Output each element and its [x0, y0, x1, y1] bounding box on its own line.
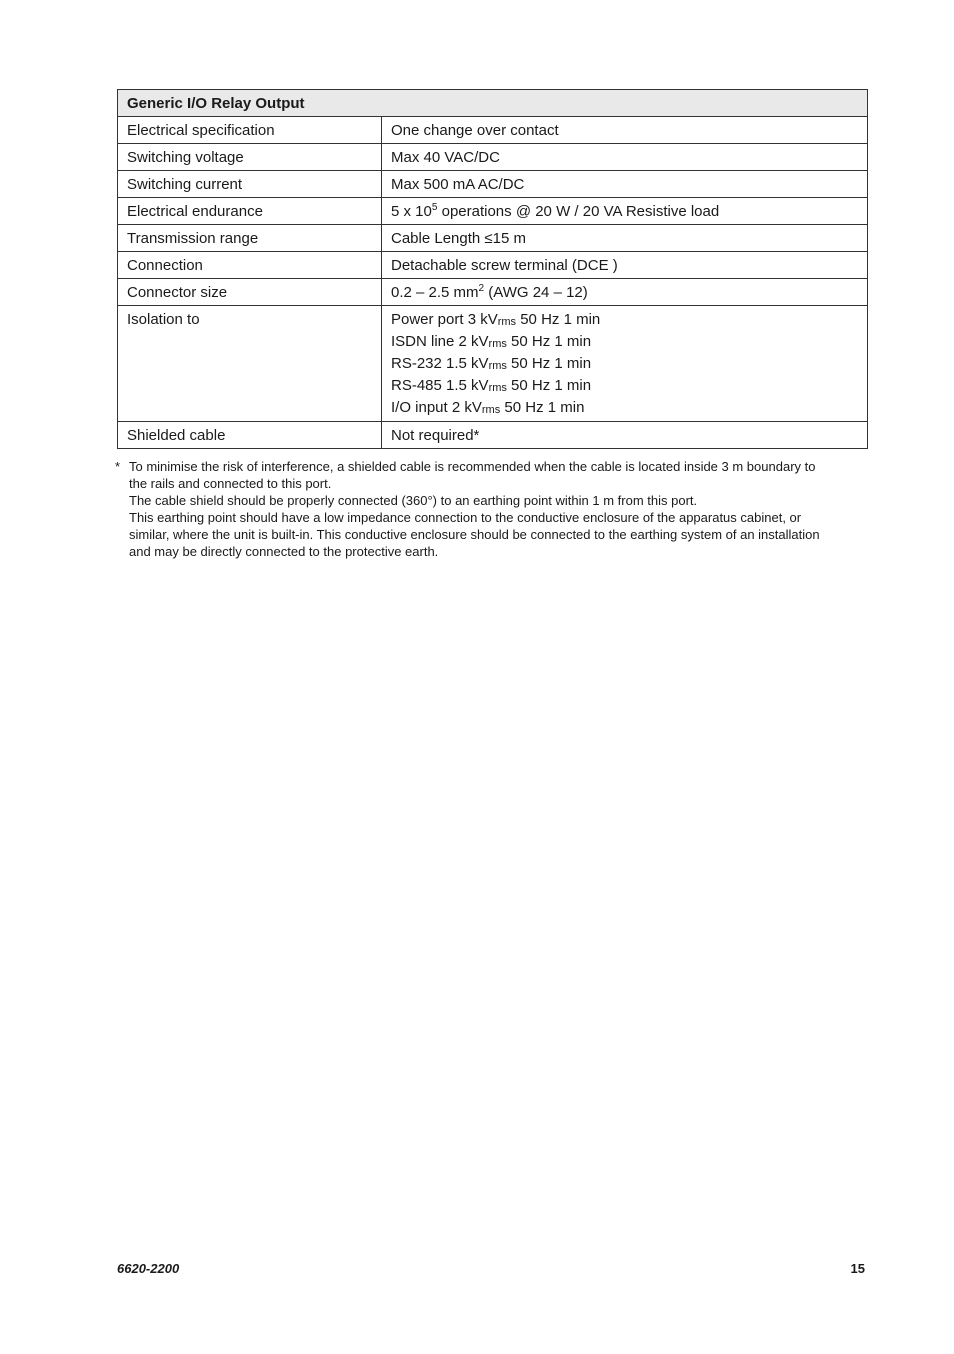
value-subscript: rms — [488, 382, 507, 394]
row-value: Not required* — [382, 422, 868, 449]
table-row — [118, 171, 868, 198]
value-subscript: rms — [488, 338, 507, 350]
value-text: 50 Hz 1 min — [506, 355, 592, 372]
value-text: 5 x 10 — [391, 202, 432, 220]
spec-table — [117, 89, 868, 449]
table-row — [118, 422, 868, 449]
value-text: RS-485 1.5 kV — [391, 377, 489, 394]
isolation-line — [391, 353, 858, 375]
table-header-row — [118, 90, 868, 117]
row-label: Connection — [118, 252, 382, 279]
row-value: Detachable screw terminal (DCE ) — [382, 252, 868, 279]
row-label: Switching current — [118, 171, 382, 198]
table-row — [118, 144, 868, 171]
footnote-marker: * — [115, 459, 121, 474]
table-row — [118, 198, 868, 225]
row-value: Max 500 mA AC/DC — [382, 171, 868, 198]
table-row — [118, 117, 868, 144]
value-superscript: 5 — [431, 201, 438, 213]
value-text: 50 Hz 1 min — [506, 333, 592, 350]
value-text: operations @ 20 W / 20 VA Resistive load — [437, 202, 720, 220]
value-text: I/O input 2 kV — [391, 399, 482, 416]
row-label: Transmission range — [118, 225, 382, 252]
row-value — [382, 306, 868, 422]
row-label: Isolation to — [118, 306, 382, 422]
value-subscript: rms — [497, 316, 517, 328]
table-row — [118, 279, 868, 306]
page-number: 15 — [850, 1261, 865, 1276]
row-value — [382, 198, 868, 225]
value-subscript: rms — [481, 404, 501, 416]
value-superscript: 2 — [478, 282, 485, 294]
footnote-paragraph: The cable shield should be properly connected (360°) to an earthing point within 1 m from this port. — [129, 493, 698, 508]
value-subscript: rms — [488, 360, 507, 372]
value-text: 50 Hz 1 min — [500, 399, 585, 416]
value-text: 50 Hz 1 min — [506, 377, 592, 394]
value-text: Power port 3 kV — [391, 311, 498, 328]
row-value: One change over contact — [382, 117, 868, 144]
table-row — [118, 306, 868, 422]
row-label: Connector size — [118, 279, 382, 306]
footnote — [115, 458, 831, 560]
footnote-paragraph: This earthing point should have a low impedance connection to the conductive enclosure of the apparatus cabinet, or similar, where the unit is built-in. This conductive enclosure should be connected to the earthing system of an installation and may be directly connected to the protective earth. — [129, 510, 820, 559]
row-label: Switching voltage — [118, 144, 382, 171]
value-text: (AWG 24 – 12) — [484, 283, 588, 301]
row-value — [382, 279, 868, 306]
row-label: Electrical endurance — [118, 198, 382, 225]
value-text: 50 Hz 1 min — [516, 311, 601, 328]
isolation-line — [391, 397, 858, 419]
value-text: RS-232 1.5 kV — [391, 355, 489, 372]
table-row — [118, 252, 868, 279]
isolation-line — [391, 309, 858, 331]
row-value: Max 40 VAC/DC — [382, 144, 868, 171]
isolation-line — [391, 331, 858, 353]
table-row — [118, 225, 868, 252]
value-text: ISDN line 2 kV — [391, 333, 489, 350]
table-title: Generic I/O Relay Output — [118, 90, 868, 117]
document-number: 6620-2200 — [117, 1261, 180, 1276]
isolation-line — [391, 375, 858, 397]
footnote-body — [129, 458, 831, 560]
footnote-paragraph: To minimise the risk of interference, a shielded cable is recommended when the cable is located inside 3 m boundary to the rails and connected to this port. — [129, 459, 816, 491]
row-value: Cable Length ≤15 m — [382, 225, 868, 252]
row-label: Electrical specification — [118, 117, 382, 144]
value-text: 0.2 – 2.5 mm — [391, 283, 479, 301]
row-label: Shielded cable — [118, 422, 382, 449]
